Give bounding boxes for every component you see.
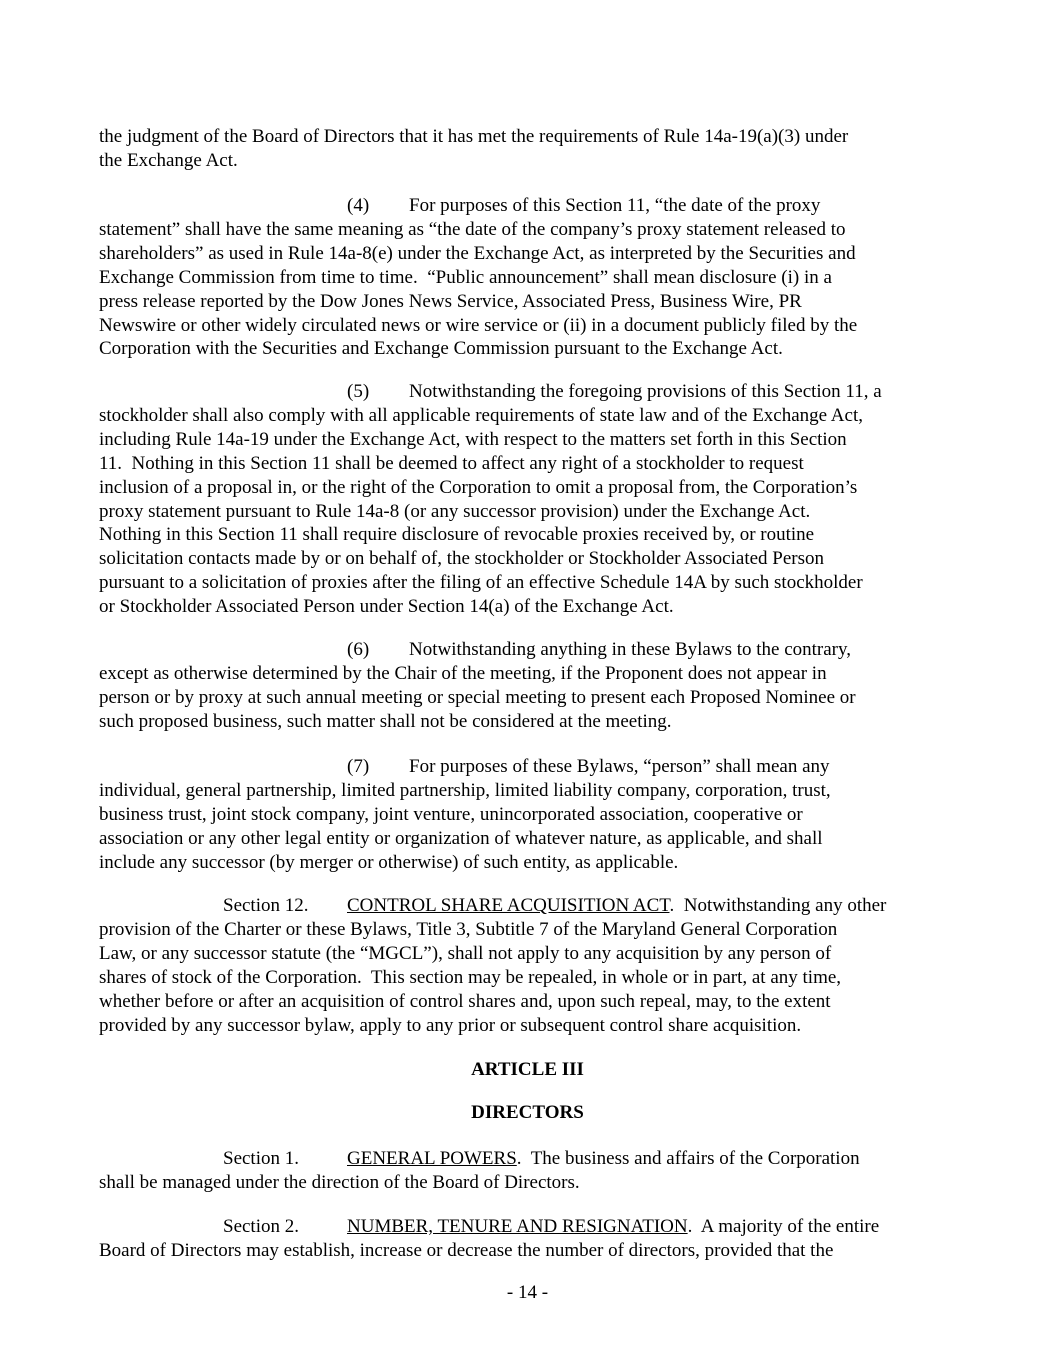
text-line: except as otherwise determined by the Chair of the meeting, if the Proponent does not appear in [99, 662, 827, 684]
section-1 [99, 1147, 949, 1195]
paragraph-number: (7) [347, 756, 370, 777]
section-number: Section 2. [223, 1216, 299, 1237]
text-line [99, 1147, 949, 1171]
text-line: provision of the Charter or these Bylaws, Title 3, Subtitle 7 of the Maryland General Corporation [99, 918, 838, 940]
text-line: Nothing in this Section 11 shall require disclosure of revocable proxies received by, or routine [99, 524, 815, 546]
text-line: pursuant to a solicitation of proxies after the filing of an effective Schedule 14A by such stockholder [99, 572, 863, 594]
text-line: proxy statement pursuant to Rule 14a-8 (or any successor provision) under the Exchange Act. [99, 500, 811, 522]
text-line: individual, general partnership, limited partnership, limited liability company, corporation, trust, [99, 779, 831, 801]
text-line: person or by proxy at such annual meeting or special meeting to present each Proposed Nominee or [99, 686, 856, 708]
section-2 [99, 1215, 949, 1263]
article-heading: ARTICLE III [471, 1059, 584, 1080]
text-run: . The business and affairs of the Corporation [516, 1148, 860, 1169]
text-line: Law, or any successor statute (the “MGCL”), shall not apply to any acquisition by any person of [99, 942, 832, 964]
text-line: the judgment of the Board of Directors that it has met the requirements of Rule 14a-19(a)(3) under [99, 126, 849, 147]
text-run: Notwithstanding anything in these Bylaws to the contrary, [409, 639, 852, 660]
text-line [99, 755, 949, 779]
text-line [99, 1215, 949, 1239]
paragraph-7 [99, 755, 949, 875]
paragraph-6 [99, 638, 949, 734]
text-line: whether before or after an acquisition of control shares and, upon such repeal, may, to the extent [99, 990, 831, 1012]
text-line: such proposed business, such matter shall not be considered at the meeting. [99, 710, 672, 732]
text-line [99, 638, 949, 662]
text-run: . A majority of the entire [687, 1216, 880, 1237]
text-run: For purposes of these Bylaws, “person” shall mean any [409, 756, 830, 777]
paragraph-5 [99, 380, 949, 619]
text-line: statement” shall have the same meaning as “the date of the company’s proxy statement released to [99, 218, 846, 240]
text-line: solicitation contacts made by or on behalf of, the stockholder or Stockholder Associated Person [99, 548, 824, 570]
text-line: association or any other legal entity or organization of whatever nature, as applicable, and shall [99, 827, 823, 849]
paragraph-number: (5) [347, 381, 370, 402]
text-line: inclusion of a proposal in, or the right of the Corporation to omit a proposal from, the Corporation’s [99, 476, 858, 498]
text-line: include any successor (by merger or otherwise) of such entity, as applicable. [99, 851, 679, 873]
page-number: - 14 - [506, 1282, 549, 1303]
text-line: the Exchange Act. [99, 149, 238, 171]
text-line: including Rule 14a-19 under the Exchange Act, with respect to the matters set forth in this Section [99, 428, 847, 450]
text-line: provided by any successor bylaw, apply to any prior or subsequent control share acquisition. [99, 1014, 802, 1036]
article-subheading: DIRECTORS [471, 1102, 584, 1123]
paragraph-intro [99, 125, 949, 173]
section-number: Section 1. [223, 1148, 299, 1169]
text-line: shall be managed under the direction of the Board of Directors. [99, 1171, 580, 1193]
section-title: CONTROL SHARE ACQUISITION ACT [347, 895, 670, 916]
text-line [99, 194, 949, 218]
text-line: shares of stock of the Corporation. This section may be repealed, in whole or in part, at any time, [99, 966, 842, 988]
text-run: . Notwithstanding any other [669, 895, 887, 916]
paragraph-number: (4) [347, 195, 370, 216]
text-line: stockholder shall also comply with all applicable requirements of state law and of the Exchange Act, [99, 404, 863, 426]
text-line: 11. Nothing in this Section 11 shall be deemed to affect any right of a stockholder to request [99, 452, 804, 474]
section-number: Section 12. [223, 895, 309, 916]
text-run: Notwithstanding the foregoing provisions of this Section 11, a [409, 381, 882, 402]
section-12 [99, 894, 949, 1037]
text-line: Board of Directors may establish, increase or decrease the number of directors, provided that the [99, 1239, 834, 1261]
text-line: or Stockholder Associated Person under Section 14(a) of the Exchange Act. [99, 596, 674, 618]
section-title: GENERAL POWERS [347, 1148, 517, 1169]
paragraph-4 [99, 194, 949, 361]
text-run: For purposes of this Section 11, “the date of the proxy [409, 195, 821, 216]
text-line: Corporation with the Securities and Exchange Commission pursuant to the Exchange Act. [99, 338, 783, 360]
text-line [99, 894, 949, 918]
paragraph-number: (6) [347, 639, 370, 660]
text-line [99, 380, 949, 404]
text-line: shareholders” as used in Rule 14a-8(e) under the Exchange Act, as interpreted by the Securities and [99, 242, 856, 264]
text-line: Newswire or other widely circulated news or wire service or (ii) in a document publicly filed by the [99, 314, 858, 336]
section-title: NUMBER, TENURE AND RESIGNATION [347, 1216, 688, 1237]
text-line: business trust, joint stock company, joint venture, unincorporated association, cooperative or [99, 803, 803, 825]
text-line: press release reported by the Dow Jones News Service, Associated Press, Business Wire, PR [99, 290, 802, 312]
text-line: Exchange Commission from time to time. “Public announcement” shall mean disclosure (i) in a [99, 266, 832, 288]
